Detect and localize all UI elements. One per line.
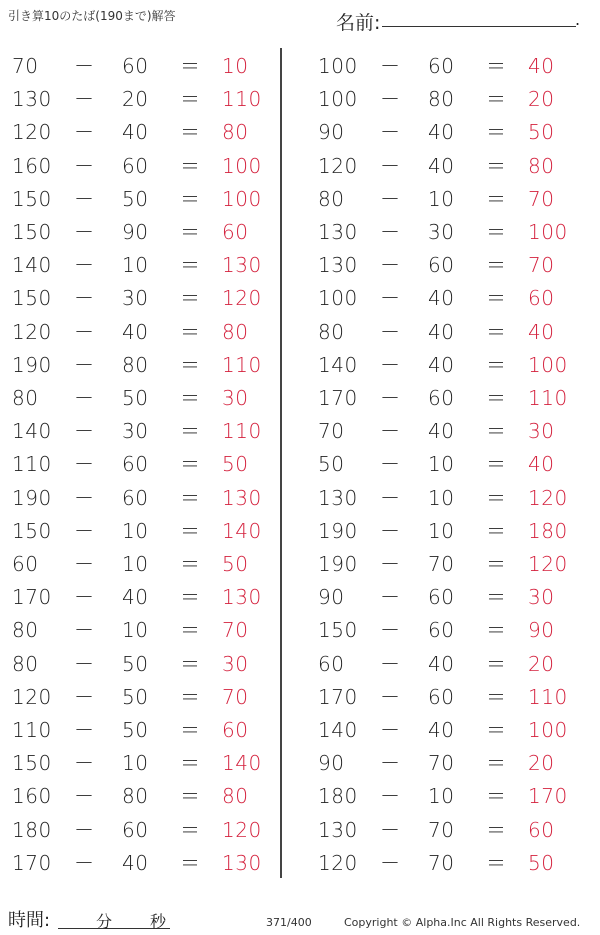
equals-sign: ＝ xyxy=(486,585,507,610)
answer: 120 xyxy=(528,485,568,510)
subtrahend: 50 xyxy=(122,386,149,410)
subtrahend: 10 xyxy=(428,518,455,543)
equals-sign: ＝ xyxy=(180,286,201,311)
minuend: 50 xyxy=(318,452,345,477)
minus-sign: － xyxy=(380,585,401,610)
equals-sign: ＝ xyxy=(486,452,507,477)
subtrahend: 40 xyxy=(122,850,149,875)
equals-sign: ＝ xyxy=(486,120,507,145)
minus-sign: － xyxy=(74,286,95,311)
equals-sign: ＝ xyxy=(486,153,507,178)
minuend: 180 xyxy=(12,817,52,842)
equals-sign: ＝ xyxy=(180,485,201,510)
subtrahend: 40 xyxy=(122,319,149,344)
minus-sign: － xyxy=(380,319,401,344)
answer: 100 xyxy=(528,220,568,244)
answer: 140 xyxy=(222,518,262,543)
answer: 60 xyxy=(222,718,249,742)
subtrahend: 40 xyxy=(428,286,455,311)
minus-sign: － xyxy=(380,220,401,244)
minus-sign: － xyxy=(380,718,401,742)
answer: 30 xyxy=(222,386,249,410)
answer: 70 xyxy=(222,618,249,643)
equals-sign: ＝ xyxy=(180,585,201,610)
minus-sign: － xyxy=(380,253,401,278)
answer: 120 xyxy=(222,817,262,842)
subtrahend: 10 xyxy=(428,784,455,809)
minuend: 80 xyxy=(12,651,39,676)
equals-sign: ＝ xyxy=(486,253,507,278)
subtrahend: 40 xyxy=(428,419,455,444)
answer: 10 xyxy=(222,54,249,78)
minuend: 100 xyxy=(318,286,358,311)
minuend: 120 xyxy=(318,850,358,875)
time-label: 時間: xyxy=(8,910,51,931)
minuend: 130 xyxy=(318,220,358,244)
equals-sign: ＝ xyxy=(486,485,507,510)
subtrahend: 50 xyxy=(122,684,149,709)
minuend: 150 xyxy=(12,518,52,543)
minuend: 70 xyxy=(12,54,39,78)
minus-sign: － xyxy=(380,751,401,776)
minuend: 130 xyxy=(318,253,358,278)
subtrahend: 40 xyxy=(428,352,455,377)
minus-sign: － xyxy=(74,186,95,211)
subtrahend: 40 xyxy=(428,153,455,178)
minuend: 120 xyxy=(12,319,52,344)
minuend: 80 xyxy=(12,386,39,410)
equals-sign: ＝ xyxy=(486,651,507,676)
equals-sign: ＝ xyxy=(180,684,201,709)
equals-sign: ＝ xyxy=(180,319,201,344)
answer: 110 xyxy=(528,386,568,410)
equals-sign: ＝ xyxy=(486,817,507,842)
answer: 40 xyxy=(528,319,555,344)
equals-sign: ＝ xyxy=(486,87,507,112)
answer: 70 xyxy=(528,253,555,278)
minus-sign: － xyxy=(74,253,95,278)
equals-sign: ＝ xyxy=(180,186,201,211)
subtrahend: 80 xyxy=(122,784,149,809)
minus-sign: － xyxy=(74,220,95,244)
minuend: 140 xyxy=(318,718,358,742)
equals-sign: ＝ xyxy=(180,54,201,78)
answer: 110 xyxy=(222,419,262,444)
minuend: 110 xyxy=(12,718,52,742)
minuend: 100 xyxy=(318,87,358,112)
minuend: 190 xyxy=(12,352,52,377)
equals-sign: ＝ xyxy=(180,153,201,178)
subtrahend: 60 xyxy=(122,817,149,842)
subtrahend: 80 xyxy=(122,352,149,377)
equals-sign: ＝ xyxy=(486,220,507,244)
minus-sign: － xyxy=(74,319,95,344)
answer: 110 xyxy=(528,684,568,709)
minuend: 140 xyxy=(12,419,52,444)
minus-sign: － xyxy=(74,751,95,776)
subtrahend: 60 xyxy=(428,684,455,709)
subtrahend: 30 xyxy=(122,286,149,311)
subtrahend: 60 xyxy=(428,585,455,610)
answer: 30 xyxy=(222,651,249,676)
answer: 50 xyxy=(222,452,249,477)
minus-sign: － xyxy=(74,352,95,377)
minuend: 150 xyxy=(318,618,358,643)
minuend: 70 xyxy=(318,419,345,444)
equals-sign: ＝ xyxy=(486,552,507,576)
minuend: 90 xyxy=(318,585,345,610)
subtrahend: 60 xyxy=(428,386,455,410)
minus-sign: － xyxy=(380,286,401,311)
minuend: 120 xyxy=(318,153,358,178)
minuend: 170 xyxy=(12,850,52,875)
minus-sign: － xyxy=(74,718,95,742)
minuend: 160 xyxy=(12,784,52,809)
minuend: 140 xyxy=(12,253,52,278)
minus-sign: － xyxy=(380,485,401,510)
minus-sign: － xyxy=(380,784,401,809)
subtrahend: 60 xyxy=(122,54,149,78)
answer: 20 xyxy=(528,651,555,676)
minuend: 160 xyxy=(12,153,52,178)
minuend: 150 xyxy=(12,751,52,776)
minuend: 120 xyxy=(12,684,52,709)
minus-sign: － xyxy=(380,54,401,78)
minus-sign: － xyxy=(74,784,95,809)
minuend: 150 xyxy=(12,220,52,244)
subtrahend: 60 xyxy=(428,253,455,278)
equals-sign: ＝ xyxy=(486,850,507,875)
minus-sign: － xyxy=(380,552,401,576)
minus-sign: － xyxy=(380,120,401,145)
name-label: 名前: xyxy=(336,12,381,34)
minuend: 190 xyxy=(318,518,358,543)
subtrahend: 10 xyxy=(122,552,149,576)
minus-sign: － xyxy=(380,352,401,377)
minuend: 190 xyxy=(12,485,52,510)
equals-sign: ＝ xyxy=(486,718,507,742)
minus-sign: － xyxy=(74,618,95,643)
column-divider xyxy=(280,48,282,878)
minuend: 170 xyxy=(12,585,52,610)
minus-sign: － xyxy=(74,850,95,875)
minus-sign: － xyxy=(74,386,95,410)
equals-sign: ＝ xyxy=(486,352,507,377)
equals-sign: ＝ xyxy=(486,286,507,311)
equals-sign: ＝ xyxy=(180,352,201,377)
minuend: 150 xyxy=(12,286,52,311)
name-field-line xyxy=(382,26,576,27)
subtrahend: 50 xyxy=(122,651,149,676)
minus-sign: － xyxy=(380,452,401,477)
minus-sign: － xyxy=(74,419,95,444)
minuend: 130 xyxy=(318,485,358,510)
equals-sign: ＝ xyxy=(180,718,201,742)
equals-sign: ＝ xyxy=(486,54,507,78)
minuend: 90 xyxy=(318,751,345,776)
equals-sign: ＝ xyxy=(486,319,507,344)
equals-sign: ＝ xyxy=(180,386,201,410)
subtrahend: 10 xyxy=(122,751,149,776)
subtrahend: 40 xyxy=(428,651,455,676)
minuend: 60 xyxy=(12,552,39,576)
minus-sign: － xyxy=(74,120,95,145)
minus-sign: － xyxy=(74,817,95,842)
minutes-label: 分 xyxy=(96,912,113,931)
equals-sign: ＝ xyxy=(180,817,201,842)
subtrahend: 20 xyxy=(122,87,149,112)
subtrahend: 40 xyxy=(428,319,455,344)
equals-sign: ＝ xyxy=(180,552,201,576)
equals-sign: ＝ xyxy=(180,751,201,776)
minus-sign: － xyxy=(380,87,401,112)
copyright-text: Copyright © Alpha.Inc All Rights Reserved. xyxy=(344,916,581,929)
minuend: 120 xyxy=(12,120,52,145)
minus-sign: － xyxy=(74,452,95,477)
equals-sign: ＝ xyxy=(180,419,201,444)
answer: 50 xyxy=(528,120,555,145)
subtrahend: 40 xyxy=(428,120,455,145)
minus-sign: － xyxy=(380,518,401,543)
equals-sign: ＝ xyxy=(486,386,507,410)
answer: 80 xyxy=(222,784,249,809)
subtrahend: 70 xyxy=(428,552,455,576)
answer: 100 xyxy=(528,718,568,742)
answer: 100 xyxy=(222,153,262,178)
answer: 40 xyxy=(528,452,555,477)
subtrahend: 40 xyxy=(428,718,455,742)
equals-sign: ＝ xyxy=(180,87,201,112)
answer: 130 xyxy=(222,485,262,510)
answer: 50 xyxy=(528,850,555,875)
equals-sign: ＝ xyxy=(486,186,507,211)
minus-sign: － xyxy=(74,518,95,543)
subtrahend: 60 xyxy=(428,54,455,78)
subtrahend: 60 xyxy=(428,618,455,643)
minus-sign: － xyxy=(380,618,401,643)
subtrahend: 10 xyxy=(122,618,149,643)
minuend: 80 xyxy=(318,186,345,211)
answer: 40 xyxy=(528,54,555,78)
answer: 60 xyxy=(222,220,249,244)
minuend: 100 xyxy=(318,54,358,78)
answer: 120 xyxy=(528,552,568,576)
answer: 20 xyxy=(528,87,555,112)
answer: 80 xyxy=(222,319,249,344)
equals-sign: ＝ xyxy=(180,253,201,278)
minus-sign: － xyxy=(74,87,95,112)
equals-sign: ＝ xyxy=(180,518,201,543)
answer: 30 xyxy=(528,585,555,610)
answer: 130 xyxy=(222,850,262,875)
answer: 120 xyxy=(222,286,262,311)
minus-sign: － xyxy=(74,552,95,576)
equals-sign: ＝ xyxy=(180,220,201,244)
subtrahend: 70 xyxy=(428,751,455,776)
minuend: 80 xyxy=(12,618,39,643)
minus-sign: － xyxy=(74,651,95,676)
minus-sign: － xyxy=(380,817,401,842)
equals-sign: ＝ xyxy=(486,784,507,809)
minuend: 190 xyxy=(318,552,358,576)
subtrahend: 50 xyxy=(122,718,149,742)
minus-sign: － xyxy=(74,153,95,178)
answer: 50 xyxy=(222,552,249,576)
answer: 20 xyxy=(528,751,555,776)
subtrahend: 60 xyxy=(122,452,149,477)
subtrahend: 30 xyxy=(428,220,455,244)
answer: 100 xyxy=(528,352,568,377)
minus-sign: － xyxy=(380,153,401,178)
answer: 60 xyxy=(528,817,555,842)
worksheet-title: 引き算10のたば(190まで)解答 xyxy=(8,9,176,23)
minuend: 60 xyxy=(318,651,345,676)
equals-sign: ＝ xyxy=(486,684,507,709)
answer: 60 xyxy=(528,286,555,311)
equals-sign: ＝ xyxy=(180,651,201,676)
answer: 80 xyxy=(222,120,249,145)
equals-sign: ＝ xyxy=(180,452,201,477)
minuend: 80 xyxy=(318,319,345,344)
minus-sign: － xyxy=(380,850,401,875)
equals-sign: ＝ xyxy=(486,518,507,543)
subtrahend: 40 xyxy=(122,120,149,145)
minuend: 110 xyxy=(12,452,52,477)
answer: 170 xyxy=(528,784,568,809)
minus-sign: － xyxy=(380,419,401,444)
answer: 100 xyxy=(222,186,262,211)
minus-sign: － xyxy=(74,684,95,709)
subtrahend: 10 xyxy=(122,253,149,278)
subtrahend: 10 xyxy=(428,186,455,211)
subtrahend: 70 xyxy=(428,817,455,842)
name-dot: . xyxy=(575,10,581,29)
subtrahend: 40 xyxy=(122,585,149,610)
minuend: 170 xyxy=(318,386,358,410)
minuend: 130 xyxy=(318,817,358,842)
answer: 70 xyxy=(222,684,249,709)
subtrahend: 10 xyxy=(428,452,455,477)
subtrahend: 60 xyxy=(122,153,149,178)
answer: 30 xyxy=(528,419,555,444)
answer: 180 xyxy=(528,518,568,543)
subtrahend: 90 xyxy=(122,220,149,244)
minus-sign: － xyxy=(380,651,401,676)
minus-sign: － xyxy=(74,485,95,510)
page-number: 371/400 xyxy=(266,916,312,929)
equals-sign: ＝ xyxy=(486,419,507,444)
equals-sign: ＝ xyxy=(486,751,507,776)
minus-sign: － xyxy=(380,386,401,410)
minuend: 140 xyxy=(318,352,358,377)
minuend: 180 xyxy=(318,784,358,809)
answer: 130 xyxy=(222,585,262,610)
equals-sign: ＝ xyxy=(180,618,201,643)
minus-sign: － xyxy=(74,585,95,610)
equals-sign: ＝ xyxy=(180,120,201,145)
minuend: 90 xyxy=(318,120,345,145)
subtrahend: 70 xyxy=(428,850,455,875)
equals-sign: ＝ xyxy=(180,850,201,875)
minuend: 130 xyxy=(12,87,52,112)
minus-sign: － xyxy=(380,186,401,211)
minuend: 150 xyxy=(12,186,52,211)
subtrahend: 50 xyxy=(122,186,149,211)
answer: 130 xyxy=(222,253,262,278)
subtrahend: 80 xyxy=(428,87,455,112)
seconds-label: 秒 xyxy=(150,912,167,931)
answer: 90 xyxy=(528,618,555,643)
answer: 110 xyxy=(222,352,262,377)
subtrahend: 60 xyxy=(122,485,149,510)
minus-sign: － xyxy=(74,54,95,78)
equals-sign: ＝ xyxy=(486,618,507,643)
answer: 110 xyxy=(222,87,262,112)
subtrahend: 10 xyxy=(428,485,455,510)
answer: 140 xyxy=(222,751,262,776)
minuend: 170 xyxy=(318,684,358,709)
subtrahend: 30 xyxy=(122,419,149,444)
answer: 70 xyxy=(528,186,555,211)
subtrahend: 10 xyxy=(122,518,149,543)
minus-sign: － xyxy=(380,684,401,709)
answer: 80 xyxy=(528,153,555,178)
equals-sign: ＝ xyxy=(180,784,201,809)
